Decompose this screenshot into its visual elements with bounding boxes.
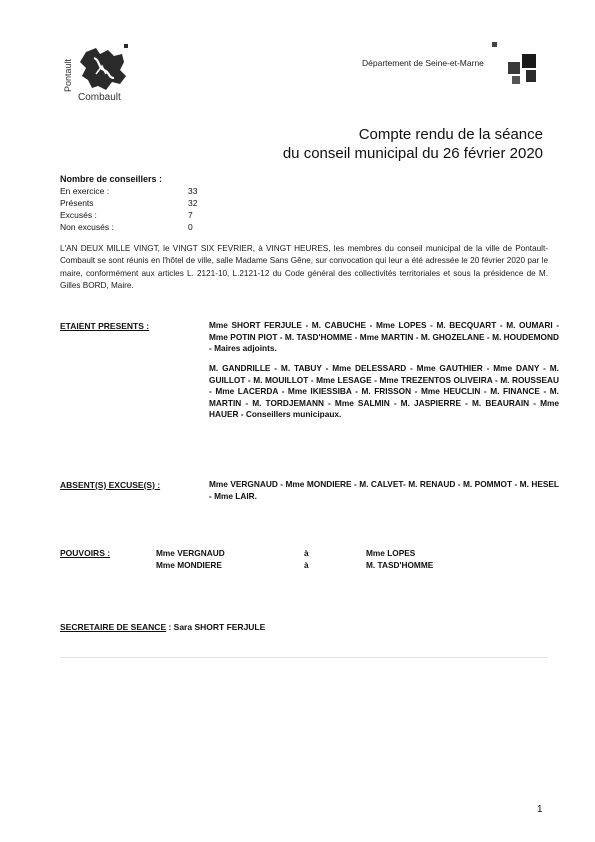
pouvoir-from: Mme VERGNAUD — [156, 548, 225, 558]
count-label: En exercice : — [60, 186, 110, 196]
pouvoir-to-word: à — [304, 548, 309, 558]
secretaire-label: SECRETAIRE DE SEANCE — [60, 622, 167, 632]
count-label: Excusés : — [60, 210, 97, 220]
count-row — [60, 222, 240, 233]
count-label: Présents — [60, 198, 94, 208]
logo-map-icon — [76, 44, 132, 94]
count-row — [60, 186, 240, 197]
secretaire-line — [60, 622, 265, 632]
logo-vertical-text: Pontault — [63, 58, 73, 92]
pouvoir-to: Mme LOPES — [366, 548, 416, 558]
department-logo-icon — [490, 40, 540, 86]
pouvoirs-label-colon: : — [104, 548, 111, 558]
separator-line — [60, 657, 548, 658]
pouvoir-from: Mme MONDIERE — [156, 560, 222, 570]
intro-paragraph: L'AN DEUX MILLE VINGT, le VINGT SIX FEVRIER, à VINGT HEURES, les membres du conseil municipal de la ville de Pontault-Combault se sont réunis en l'hôtel de ville, salle Madame Sans Gêne, sur convocation qui leur a été adressée le 20 février 2020 par le maire, conformément aux articles L. 2121-10, L.2121-12 du Code général des collectivités territoriales et sous la présidence de M. Gilles BORD, Maire. — [60, 244, 548, 291]
department-label: Département de Seine-et-Marne — [362, 58, 484, 68]
pouvoir-to-word: à — [304, 560, 309, 570]
count-value: 32 — [188, 198, 198, 208]
logo-city-text: Combault — [78, 92, 121, 103]
secretaire-name: : Sara SHORT FERJULE — [166, 622, 266, 632]
pouvoir-to: M. TASD'HOMME — [366, 560, 434, 570]
present-label — [60, 321, 149, 331]
count-row — [60, 198, 240, 209]
document-title-line1: Compte rendu de la séance — [358, 126, 543, 143]
pouvoirs-label-text: POUVOIRS — [60, 548, 105, 558]
absent-names: Mme VERGNAUD - Mme MONDIERE - M. CALVET- M. RENAUD - M. POMMOT - M. HESEL - Mme LAIR. — [209, 479, 559, 501]
present-conseillers: M. GANDRILLE - M. TABUY - Mme DELESSARD - Mme GAUTHIER - Mme DANY - M. GUILLOT - M. MOUILLOT - Mme LESAGE - Mme TREZENTOS OLIVEIRA - M. ROUSSEAU - Mme LACERDA - Mme IKIESSIBA - M. FRISSON - Mme HEUCLIN - M. FINANCE - M. MARTIN - M. TORDJEMANN - Mme SALMIN - M. JASPIERRE - M. BEAURAIN - Mme HAUER - Conseillers municipaux. — [209, 363, 559, 420]
present-label-text: ETAIENT PRESENTS — [60, 321, 144, 331]
count-row — [60, 210, 240, 221]
present-label-colon: : — [143, 321, 150, 331]
pouvoirs-label — [60, 548, 110, 558]
absent-label-colon: : — [154, 480, 161, 490]
present-adjoints: Mme SHORT FERJULE - M. CABUCHE - Mme LOPES - M. BECQUART - M. OUMARI - Mme POTIN PIOT - M. TASD'HOMME - Mme MARTIN - M. GHOZELANE - M. HOUDEMOND - Maires adjoints. — [209, 320, 559, 354]
count-value: 7 — [188, 210, 193, 220]
page-number: 1 — [537, 804, 543, 815]
absent-label-text: ABSENT(S) EXCUSE(S) — [60, 480, 155, 490]
count-value: 33 — [188, 186, 198, 196]
councillors-heading: Nombre de conseillers : — [60, 174, 163, 184]
absent-label — [60, 480, 160, 490]
count-value: 0 — [188, 222, 193, 232]
count-label: Non excusés : — [60, 222, 114, 232]
city-logo — [62, 40, 134, 106]
document-title-line2: du conseil municipal du 26 février 2020 — [282, 145, 543, 162]
